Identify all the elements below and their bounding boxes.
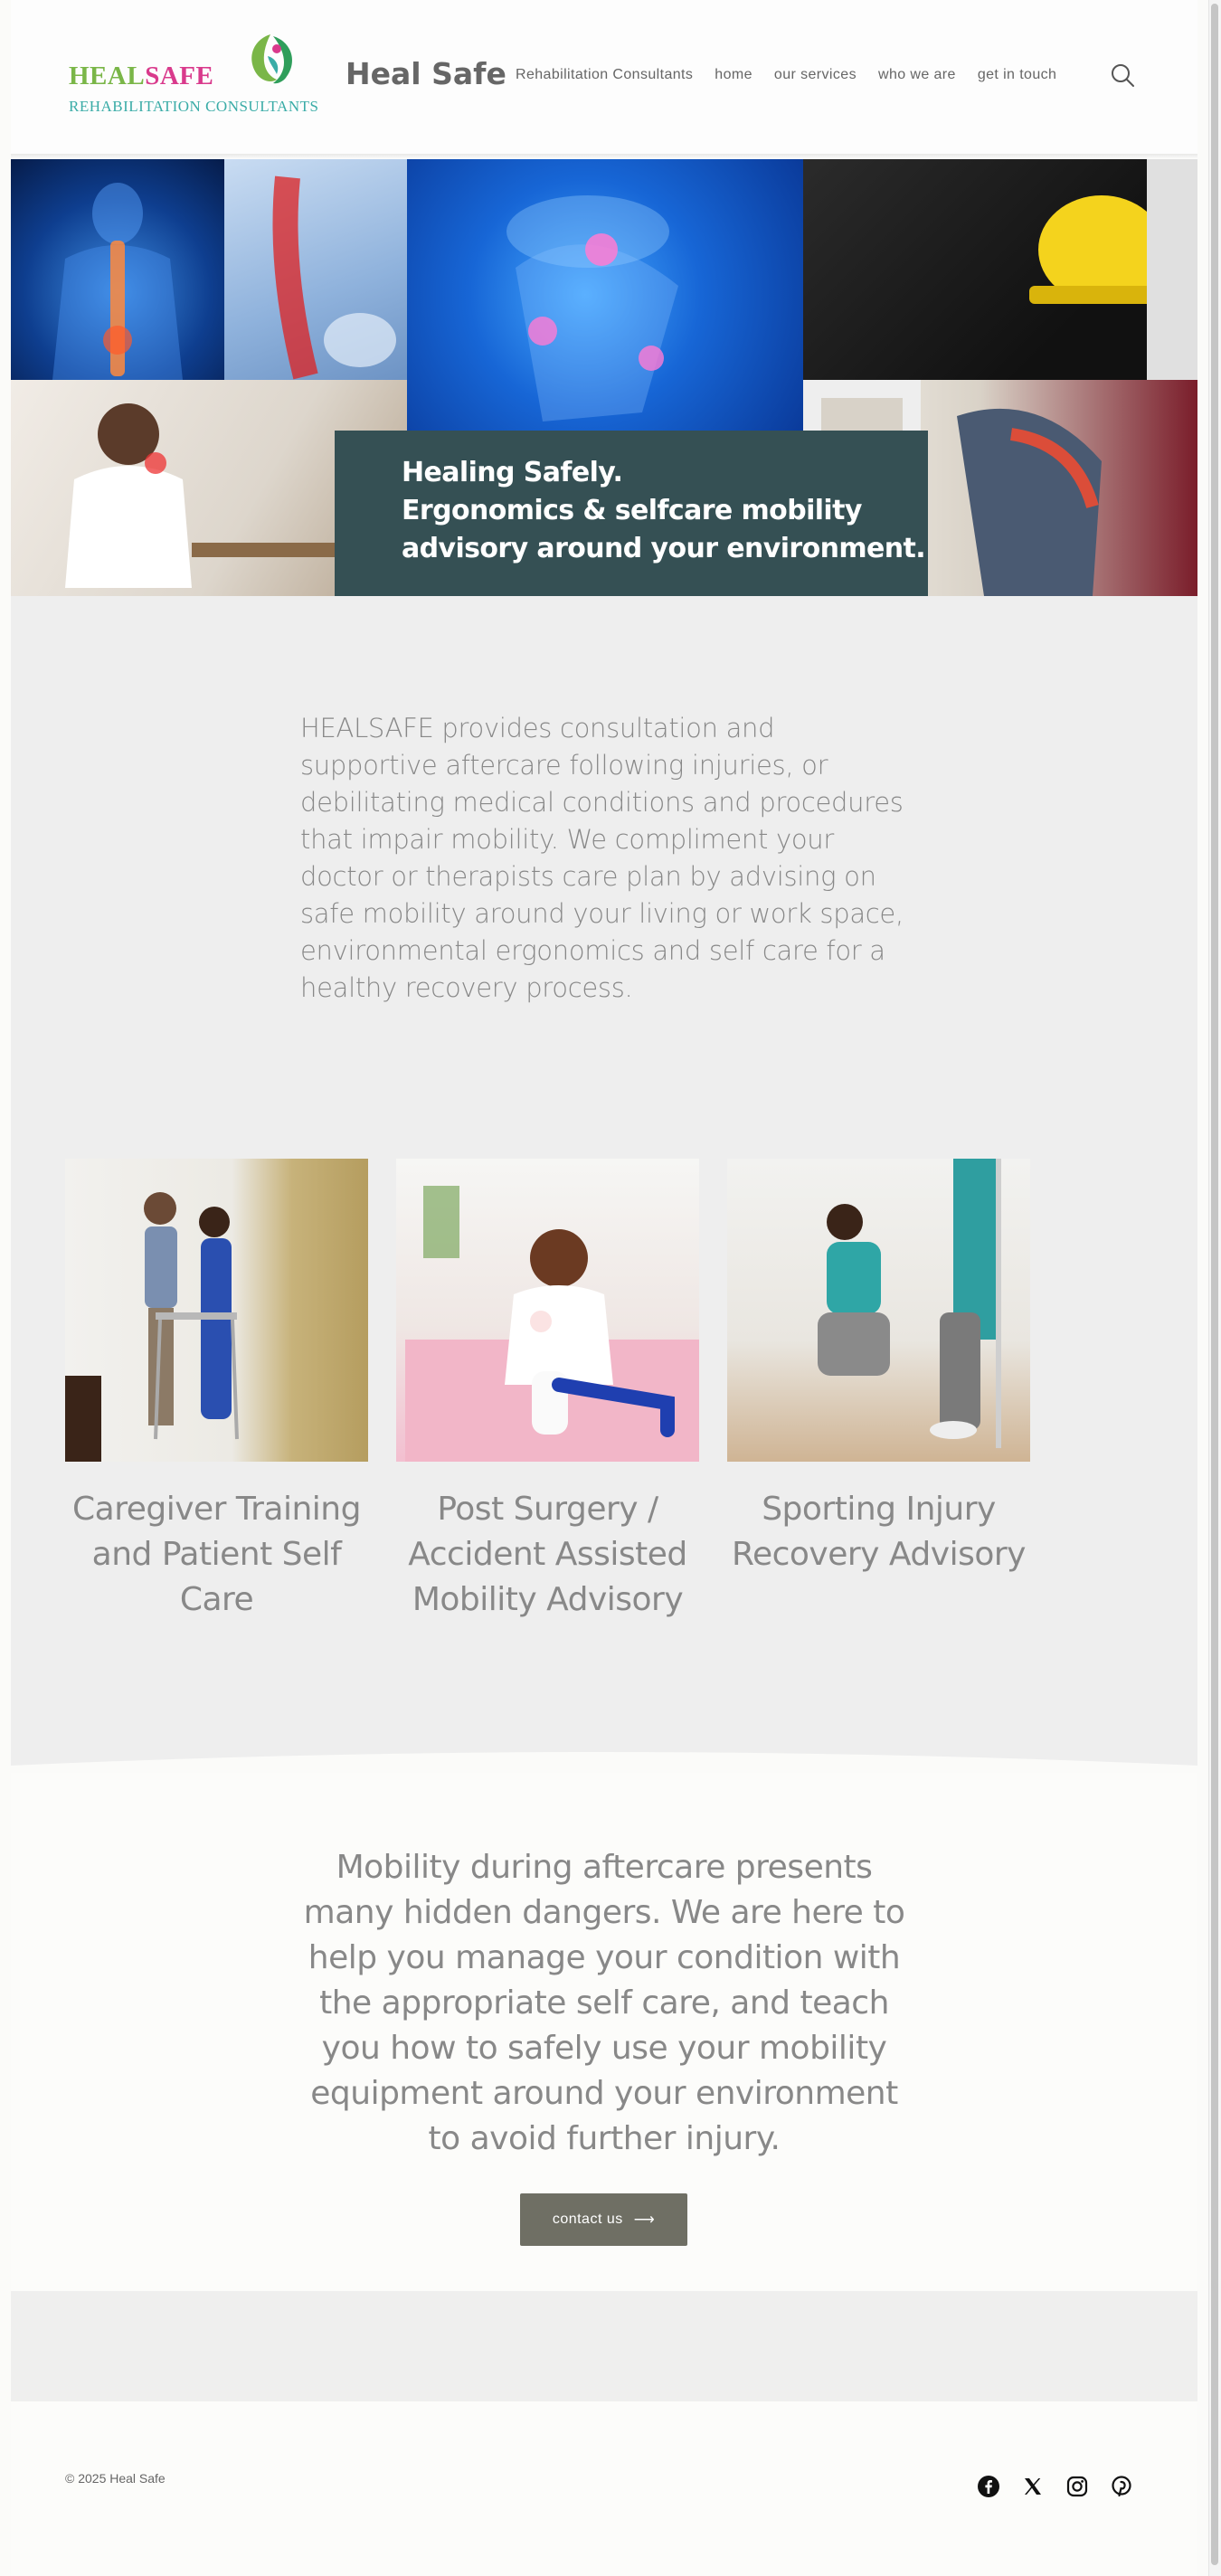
footer-copyright: © 2025 Heal Safe: [65, 2471, 166, 2486]
section-divider-wave: [11, 1746, 1197, 1773]
site-logo[interactable]: [69, 31, 331, 121]
nav-item-get-in-touch[interactable]: get in touch: [977, 67, 1057, 82]
service-title: Caregiver Training and Patient Self Care: [72, 1491, 361, 1618]
hero-caption: [335, 431, 928, 596]
scrollbar-thumb[interactable]: [1211, 4, 1218, 2565]
service-card[interactable]: [727, 1159, 1030, 1623]
services-grid: [65, 1159, 1042, 1623]
contact-us-label: contact us: [552, 2211, 623, 2227]
logo-heal: HEAL: [69, 62, 146, 90]
social-links: [977, 2475, 1133, 2498]
service-title: Post Surgery / Accident Assisted Mobility Advisory: [408, 1491, 687, 1618]
service-card[interactable]: [65, 1159, 368, 1623]
logo-subtitle: REHABILITATION CONSULTANTS: [69, 98, 319, 115]
service-title: Sporting Injury Recovery Advisory: [732, 1491, 1026, 1573]
service-image-sporting-injury: [727, 1159, 1030, 1462]
x-icon[interactable]: [1021, 2475, 1045, 2498]
site-title[interactable]: Heal Safe: [345, 56, 506, 91]
arrow-right-icon: ⟶: [633, 2212, 656, 2228]
nav-item-home[interactable]: home: [715, 67, 752, 82]
logo-brand-text: [69, 62, 213, 91]
contact-us-button[interactable]: [520, 2193, 687, 2246]
hero-image-runner-joints: [407, 159, 803, 431]
nav-item-rehabilitation-consultants[interactable]: Rehabilitation Consultants: [516, 67, 694, 82]
service-image-caregiver: [65, 1159, 368, 1462]
intro-text: HEALSAFE provides consultation and supportive aftercare following injuries, or debilitating medical conditions and procedures that impair mobility. We compliment your doctor or therapists care plan by advising on safe mobility around your living or work space, environmental ergonomics and self care for a healthy recovery process.: [300, 713, 904, 1003]
hero-collage: [11, 159, 1197, 596]
hero-caption-line-1: Healing Safely.: [402, 457, 623, 488]
nav-item-who-we-are[interactable]: who we are: [877, 67, 956, 82]
pinterest-icon[interactable]: [1110, 2475, 1133, 2498]
nav-item-our-services[interactable]: our services: [773, 67, 857, 82]
instagram-icon[interactable]: [1065, 2475, 1089, 2498]
logo-safe: SAFE: [145, 62, 214, 90]
logo-leaf-icon: [241, 31, 300, 90]
main-nav: [516, 67, 1056, 83]
service-card[interactable]: [396, 1159, 699, 1623]
hero-caption-line-3: advisory around your environment.: [402, 533, 926, 564]
hero-image-spine-back: [11, 159, 224, 380]
search-icon[interactable]: [1109, 62, 1136, 89]
service-image-post-surgery: [396, 1159, 699, 1462]
facebook-icon[interactable]: [977, 2475, 1000, 2498]
pre-footer-band: [11, 2291, 1197, 2401]
hero-image-spine-side: [224, 159, 407, 380]
hero-image-helmet: [803, 159, 1197, 380]
mobility-statement: Mobility during aftercare presents many hidden dangers. We are here to help you manage your condition with the appropriate self care, and teach you how to safely use your mobility equipment around your environment to avoid further injury.: [303, 1849, 905, 2157]
hero-caption-line-2: Ergonomics & selfcare mobility: [402, 495, 862, 526]
